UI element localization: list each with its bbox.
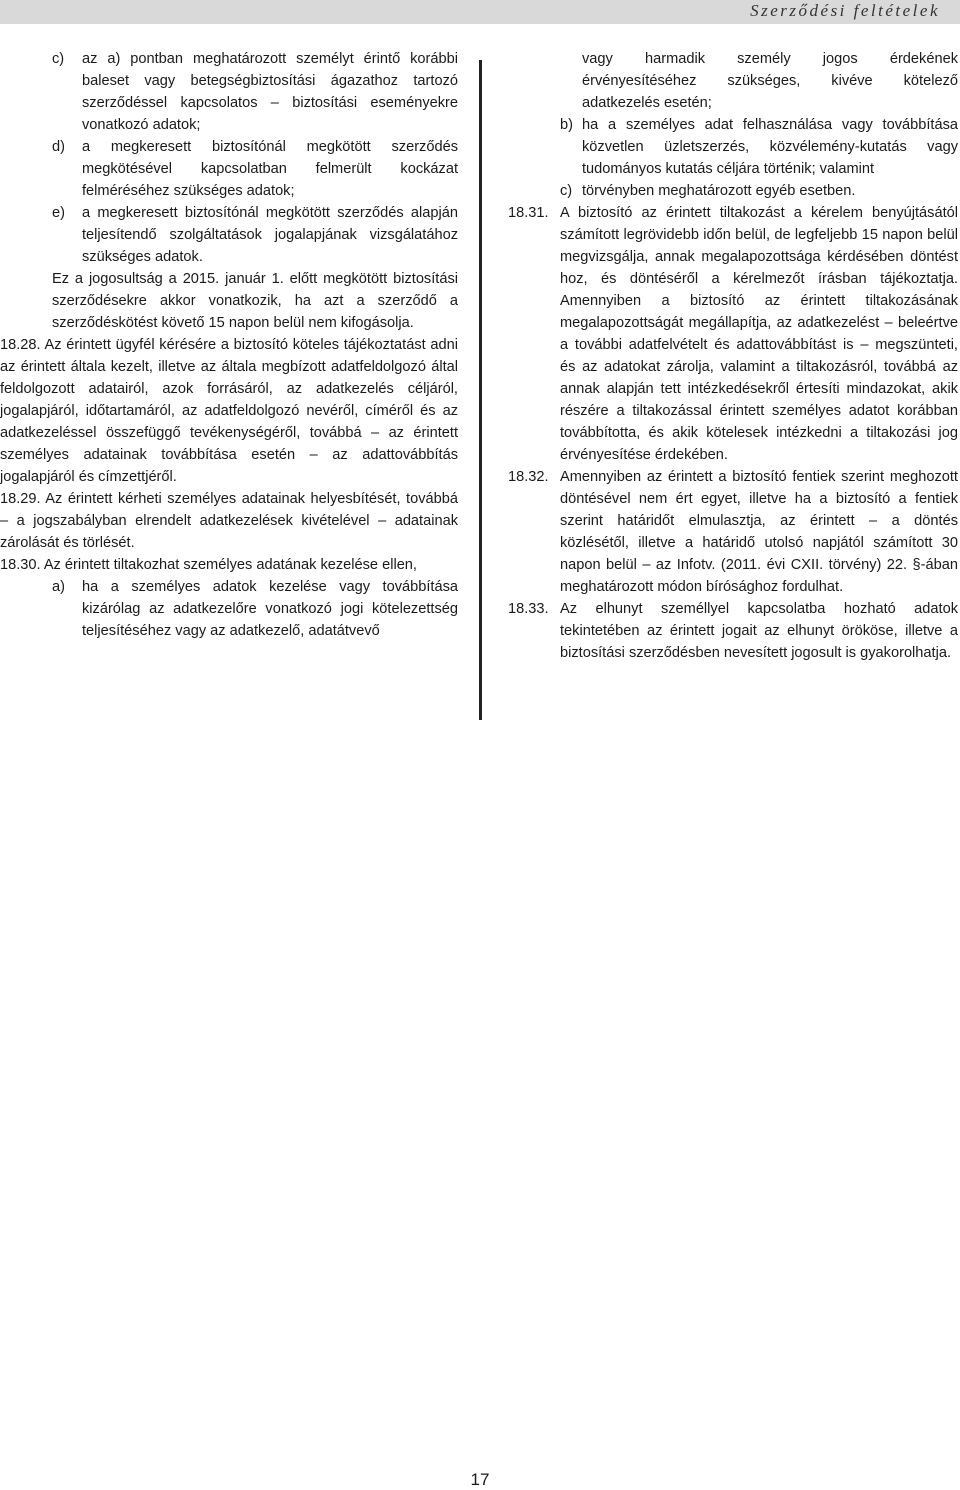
list-item-text: az a) pontban meghatározott személyt érintő korábbi baleset vagy betegségbiztosítási ágazathoz tartozó szerződéssel kapcsolatos – biztosítási eseményekre vonatkozó adatok; — [82, 51, 458, 133]
section-18-28 — [0, 334, 458, 488]
section-18-30 — [0, 554, 458, 576]
list-item-30a — [52, 576, 458, 642]
right-column — [508, 48, 958, 664]
section-text: Amennyiben az érintett a biztosító fentiek szerint meghozott döntésével nem ért egyet, illetve ha a biztosító a fentiek szerint határidőt elmulasztja, az érintett – a döntés közlésétől, illetve a határidő utolsó napjától számított 30 napon belül – az Infotv. (2011. évi CXII. törvény) 22. §-ában meghatározott módon bírósághoz fordulhat. — [560, 469, 958, 595]
document-title: Szerződési feltételek — [750, 1, 940, 20]
section-text: Az érintett ügyfél kérésére a biztosító köteles tájékoztatást adni az érintett általa kezelt, illetve az általa megbízott adatfeldolgozó által feldolgozott adatairól, azok forrásáról, az adatkezelés céljáról, jogalapjáról, időtartamáról, az adatfeldolgozó nevéről, címéről és az adatkezeléssel összefüggő tevékenységéről, továbbá – az érintett személyes adatainak továbbítása esetén – az adattovábbítás jogalapjáról és címzettjéről. — [0, 337, 458, 485]
list-marker: e) — [52, 205, 65, 221]
section-text: Az érintett kérheti személyes adatainak helyesbítését, továbbá – a jogszabályban elrendelt adatkezelések kivételével – adatainak zárolását és törlését. — [0, 491, 458, 551]
list-marker: c) — [52, 51, 65, 67]
header-bar — [0, 0, 960, 24]
list-marker: b) — [560, 117, 573, 133]
section-text: Az érintett tiltakozhat személyes adatának kezelése ellen, — [43, 557, 417, 573]
section-number: 18.32. — [508, 469, 549, 485]
list-item-text: a megkeresett biztosítónál megkötött szerződés megkötésével kapcsolatban felmerült kockázat felméréséhez szükséges adatok; — [82, 139, 458, 199]
list-item-text: a megkeresett biztosítónál megkötött szerződés alapján teljesítendő szolgáltatások jogalapjának vizsgálatához szükséges adatok. — [82, 205, 458, 265]
list-marker: d) — [52, 139, 65, 155]
section-number: 18.33. — [508, 601, 549, 617]
section-18-33 — [508, 598, 958, 664]
list-item-e — [52, 202, 458, 268]
section-text: A biztosító az érintett tiltakozást a kérelem benyújtásától számított legrövidebb időn belül, de legfeljebb 15 napon belül megvizsgálja, annak megalapozottsága kérdésében döntést hoz, és döntéséről a kérelmezőt írásban tájékoztatja. Amennyiben a biztosító az érintett tiltakozásának megalapozottságát megállapítja, az adatkezelést – beleértve a további adatfelvételt és adattovábbítást is – megszünteti, és az adatokat zárolja, valamint a tiltakozásról, továbbá az annak alapján tett intézkedésekről értesíti mindazokat, akik részére a tiltakozással érintett személyes adatot korábban továbbította, és akik kötelesek intézkedni a tiltakozási jog érvényesítése érdekében. — [560, 205, 958, 463]
column-divider — [479, 60, 482, 720]
list-marker: a) — [52, 579, 65, 595]
left-column — [0, 48, 458, 642]
section-18-31 — [508, 202, 958, 466]
page-number: 17 — [470, 1470, 490, 1489]
list-item-text: ha a személyes adatok kezelése vagy továbbítása kizárólag az adatkezelőre vonatkozó jogi kötelezettség teljesítéséhez vagy az adatkezelő, adatátvevő — [82, 579, 458, 639]
section-number: 18.29. — [0, 491, 41, 507]
list-item-a-continuation: vagy harmadik személy jogos érdekének érvényesítéséhez szükséges, kivéve kötelező adatkezelés esetén; — [582, 51, 958, 111]
validity-note: Ez a jogosultság a 2015. január 1. előtt megkötött biztosítási szerződésekre akkor vonatkozik, ha azt a szerződő a szerződéskötést követő 15 napon belül nem kifogásolja. — [52, 271, 458, 331]
list-item-d — [52, 136, 458, 202]
section-number: 18.30. — [0, 557, 41, 573]
list-item-b — [508, 114, 958, 180]
list-item-text: törvényben meghatározott egyéb esetben. — [582, 183, 856, 199]
section-text: Az elhunyt személlyel kapcsolatba hozható adatok tekintetében az érintett jogait az elhunyt örököse, illetve a biztosítási szerződésben nevesített jogosult is gyakorolhatja. — [560, 601, 958, 661]
list-item-text: ha a személyes adat felhasználása vagy továbbítása közvetlen üzletszerzés, közvélemény-kutatás vagy tudományos kutatás céljára történik; valamint — [582, 117, 958, 177]
section-18-29 — [0, 488, 458, 554]
section-number: 18.31. — [508, 205, 549, 221]
section-number: 18.28. — [0, 337, 41, 353]
section-18-32 — [508, 466, 958, 598]
list-marker: c) — [560, 183, 573, 199]
list-item-c — [52, 48, 458, 136]
list-item-c-right — [508, 180, 958, 202]
